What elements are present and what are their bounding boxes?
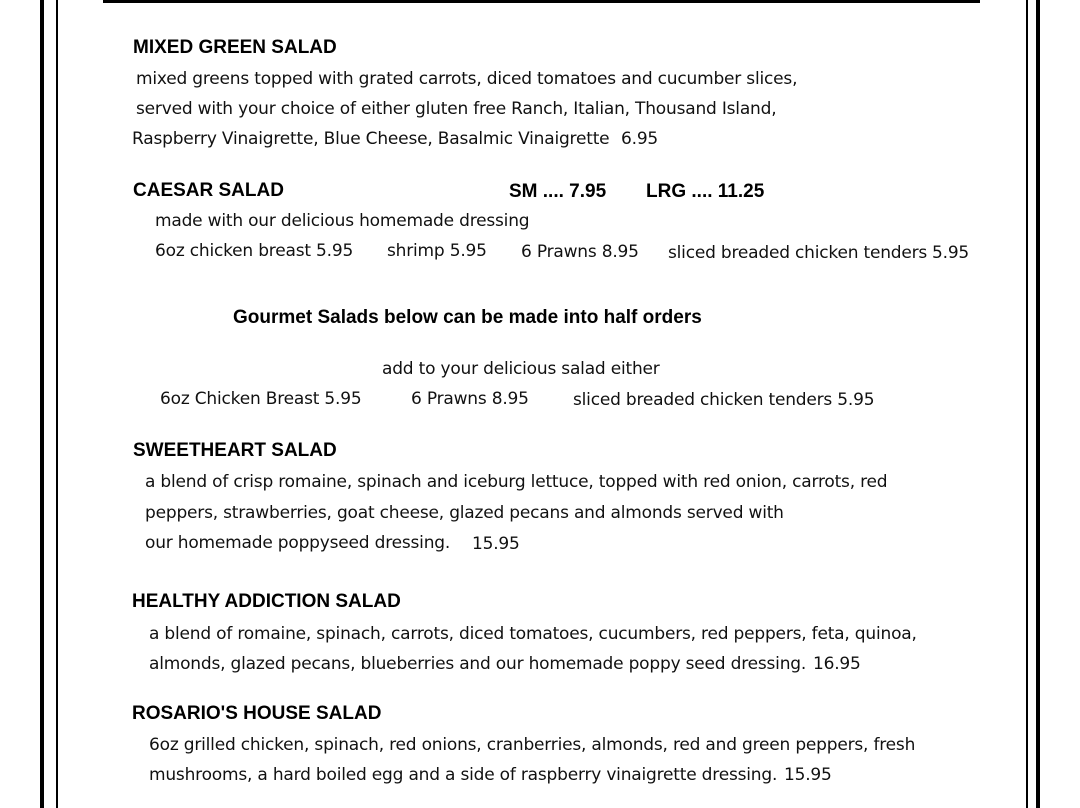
caesar-title: CAESAR SALAD [133,180,284,201]
top-rule [103,0,980,3]
mixed-green-desc-2: served with your choice of either gluten free Ranch, Italian, Thousand Island, [136,99,777,119]
sweetheart-price: 15.95 [472,534,520,554]
gourmet-addon: 6oz Chicken Breast 5.95 [160,389,362,409]
caesar-addon: 6 Prawns 8.95 [521,242,639,262]
mixed-green-desc-1: mixed greens topped with grated carrots, diced tomatoes and cucumber slices, [136,69,798,89]
rosario-desc-1: 6oz grilled chicken, spinach, red onions, cranberries, almonds, red and green peppers, fresh [149,735,916,755]
sweetheart-title: SWEETHEART SALAD [133,440,337,461]
mixed-green-desc-3: Raspberry Vinaigrette, Blue Cheese, Basalmic Vinaigrette [132,129,610,149]
caesar-price-sm: SM .... 7.95 [509,181,607,202]
caesar-addon-price: 5.95 [932,243,970,263]
sweetheart-desc-1: a blend of crisp romaine, spinach and iceburg lettuce, topped with red onion, carrots, red [145,472,888,492]
healthy-title: HEALTHY ADDICTION SALAD [132,591,401,612]
caesar-addon: shrimp 5.95 [387,241,487,261]
caesar-addon: sliced breaded chicken tenders [668,243,928,263]
mixed-green-price: 6.95 [621,129,659,149]
gourmet-addon: sliced breaded chicken tenders 5.95 [573,390,875,410]
rosario-price: 15.95 [784,765,832,785]
healthy-desc-2: almonds, glazed pecans, blueberries and our homemade poppy seed dressing. [149,654,807,674]
caesar-desc: made with our delicious homemade dressing [155,211,530,231]
mixed-green-title: MIXED GREEN SALAD [133,37,337,58]
gourmet-note: Gourmet Salads below can be made into half orders [233,307,702,328]
rosario-title: ROSARIO'S HOUSE SALAD [132,703,382,724]
gourmet-addon-intro: add to your delicious salad either [382,359,660,379]
rosario-desc-2: mushrooms, a hard boiled egg and a side of raspberry vinaigrette dressing. [149,765,778,785]
sweetheart-desc-2: peppers, strawberries, goat cheese, glazed pecans and almonds served with [145,503,784,523]
border-right-outer [1036,0,1040,808]
gourmet-addon: 6 Prawns 8.95 [411,389,529,409]
sweetheart-desc-3: our homemade poppyseed dressing. [145,533,451,553]
caesar-price-lrg: LRG .... 11.25 [646,181,765,202]
border-left-inner [56,0,58,808]
caesar-addon: 6oz chicken breast 5.95 [155,241,354,261]
border-right-inner [1026,0,1028,808]
healthy-price: 16.95 [813,654,861,674]
border-left-outer [40,0,44,808]
healthy-desc-1: a blend of romaine, spinach, carrots, diced tomatoes, cucumbers, red peppers, feta, quinoa, [149,624,917,644]
